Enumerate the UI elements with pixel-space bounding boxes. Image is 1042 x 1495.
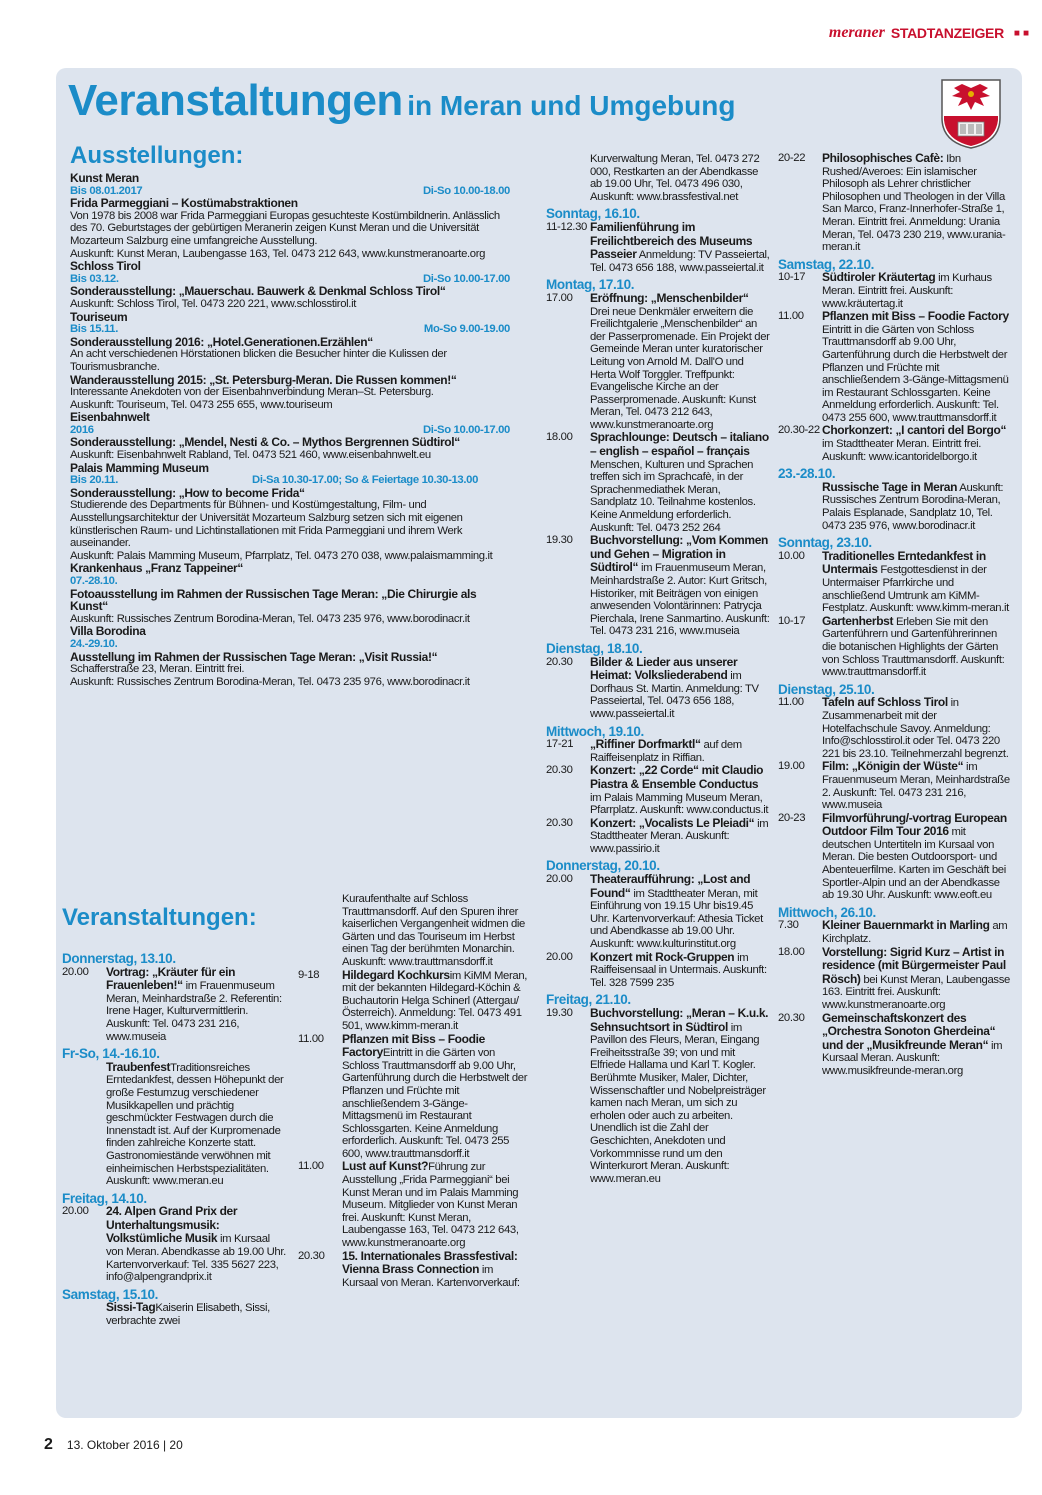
event-entry: [546, 656, 770, 721]
event-entry: [778, 919, 1010, 945]
event-day-heading: Freitag, 14.10.: [62, 1190, 147, 1206]
exhibition-dates: Bis 15.11.: [70, 323, 119, 336]
event-description: im KiMM Meran, mit der bekannten Hildegard-Köchin & Buchautorin Helga Schinerl (Attergau/Österreich). Anmeldung: Tel. 0473 491 501, www.kimm-meran.it: [342, 969, 528, 1032]
event-entry: [298, 1033, 528, 1161]
event-entry: [298, 892, 528, 969]
event-description: Drei neue Denkmäler erweitern die Freilichtgalerie „Menschenbilder“ an der Passerpromenade. Ein Projekt der Gemeinde Meran unter kuratorischer Leitung von Arnold M. Dall'O und Herta Wolf Torggler. Treffpunkt: Evangelische Kirche an der Passerpromenade. Auskunft: Kunst Meran, Tel. 0473 212 643, www.kunstmeranoarte.org: [590, 305, 770, 431]
exhibition-6: [70, 625, 510, 688]
event-time: 18.00: [778, 945, 805, 958]
event-title: Traditionelles Erntedankfest in Untermais: [822, 548, 986, 577]
event-day-heading: Montag, 17.10.: [546, 277, 635, 293]
events-column-2: [298, 892, 528, 1289]
event-entry: [778, 481, 1010, 532]
event-day-heading: Samstag, 15.10.: [62, 1286, 159, 1302]
exhibition-venue: Touriseum: [70, 309, 128, 324]
event-title: Sissi-Tag: [106, 1300, 156, 1315]
event-entry: [298, 1250, 528, 1290]
event-description: im Raiffeisensaal in Untermais. Auskunft: Tel. 328 7599 235: [590, 951, 767, 989]
events-panel: [56, 68, 1022, 1418]
event-title: Konzert: „22 Corde“ mit Claudio Piastra & Ensemble Conductus: [590, 763, 764, 791]
event-time: [546, 152, 590, 203]
event-time: 10-17: [778, 614, 806, 627]
event-description: am Kirchplatz.: [822, 920, 1008, 946]
exhibition-title: Sonderausstellung: „Mendel, Nesti & Co. – Mythos Bergrennen Südtirol“: [70, 435, 460, 450]
exhibition-title-2: Wanderausstellung 2015: „St. Petersburg-Meran. Die Russen kommen!“: [70, 372, 457, 387]
exhibition-title: Sonderausstellung: „Mauerschau. Bauwerk & Denkmal Schloss Tirol“: [70, 284, 446, 299]
event-day-heading: 23.-28.10.: [778, 466, 836, 482]
brand-dots: ■■: [1013, 27, 1032, 39]
event-time: 20.30-22: [778, 424, 820, 437]
event-time: [298, 892, 342, 969]
event-time: 10.00: [778, 549, 805, 562]
event-description: im Frauenmuseum Meran, Meinhardstraße 2. Autor: Kurt Gritsch, Historiker, mit Beiträgen von einigen anwesenden Volontärinnen: Patrycja Pierchala, Irene Sanmartino. Auskunft: Tel. 0473 231 216, www.museia: [590, 562, 770, 638]
event-time: 20.00: [62, 965, 89, 978]
event-title: Traubenfest: [106, 1059, 171, 1074]
event-title: Familienführung im Freilichtbereich des Museums Passeier: [590, 219, 753, 262]
events-heading: Veranstaltungen:: [62, 904, 257, 931]
event-day-heading: Donnerstag, 20.10.: [546, 858, 660, 874]
event-day-heading: Sonntag, 23.10.: [778, 535, 872, 551]
event-description: im Stadttheater Meran, mit Einführung von 19.15 Uhr bis19.45 Uhr. Kartenvorverkauf: Athesia Ticket und Abendkasse ab 19.00 Uhr. Auskunft: www.kulturinstitut.org: [590, 887, 763, 951]
event-title: Hildegard Kochkurs: [342, 967, 450, 982]
brand-caps: STADTANZEIGER: [890, 25, 1004, 41]
exhibition-dates: 07.-28.10.: [70, 575, 118, 587]
event-entry: [546, 951, 770, 990]
issue-date: 13. Oktober 2016 | 20: [66, 1438, 183, 1452]
event-description: im Kurhaus Meran. Eintritt frei. Auskunft: www.kräutertag.it: [822, 272, 992, 310]
event-time: 20.30: [546, 655, 573, 668]
event-title: Vorstellung: Sigrid Kurz – Artist in residence (mit Bürgermeister Paul Rösch): [822, 944, 1006, 986]
exhibition-title: Frida Parmeggiani – Kostümabstraktionen: [70, 196, 298, 211]
exhibition-venue: Krankenhaus „Franz Tappeiner“: [70, 561, 244, 576]
exhibition-title: Ausstellung im Rahmen der Russischen Tage Meran: „Visit Russia!“: [70, 649, 438, 664]
event-time: 20.00: [546, 950, 573, 963]
event-title: Russische Tage in Meran: [822, 479, 958, 494]
event-entry: [778, 812, 1010, 902]
event-time: 20-22: [778, 152, 806, 164]
event-description: Eintritt in die Gärten von Schloss Trauttmansdorff ab 9.00 Uhr, Gartenführung durch die Herbstwelt der Pflanzen und Früchte mit anschließendem 3-Gänge-Mittagsmenü im Restaurant Schlossgarten. Keine Anmeldung erforderlich. Auskunft: Tel. 0473 255 600, www.trauttmansdorff.it: [822, 323, 1009, 424]
exhibition-dates: Bis 03.12.: [70, 272, 119, 285]
masthead: [829, 24, 1032, 42]
exhibition-title: Fotoausstellung im Rahmen der Russischen Tage Meran: „Die Chirurgie als Kunst“: [70, 586, 477, 614]
event-time: [778, 481, 822, 532]
exhibition-2: [70, 311, 510, 412]
event-entry: [62, 966, 288, 1044]
event-time: 9-18: [298, 968, 320, 981]
event-entry: [546, 152, 770, 203]
event-title: „Riffiner Dorfmarktl“: [590, 737, 701, 752]
exhibition-hours: Mo-So 9.00-19.00: [423, 323, 510, 336]
event-time: 11.00: [298, 1032, 324, 1045]
event-description: im Pavillon des Fleurs, Meran, Eingang Freiheitsstraße 39; von und mit Elfriede Hallama und Karl T. Kogler. Berühmte Musiker, Maler, Dichter, Wissenschaftler und Nobelpreisträger kamen nach Meran, um sich zu erholen oder auch zu arbeiten. Unendlich ist die Zahl der Geschichten, Anekdoten und Vorkommnisse rund um den Winterkurort Meran. Auskunft: www.meran.eu: [590, 1021, 766, 1185]
exhibition-3: [70, 411, 510, 461]
event-time: 17-21: [546, 738, 574, 751]
event-description: im Palais Mamming Museum Meran, Pfarrplatz. Auskunft: www.conductus.it: [590, 791, 769, 817]
event-description: Erleben Sie mit den Gartenführern und Gartenführerinnen die botanischen Highlights der Gärten von Schloss Trauttmansdorff. Auskunft: www.trauttmansdorff.it: [822, 615, 1005, 679]
event-title: Pflanzen mit Biss – Foodie Factory: [822, 309, 1009, 324]
event-entry: [546, 873, 770, 951]
event-entry: [546, 292, 770, 432]
exhibition-venue: Eisenbahnwelt: [70, 410, 150, 425]
event-day-heading: Mittwoch, 19.10.: [546, 723, 644, 739]
event-time: 19.00: [778, 760, 805, 773]
event-day-heading: Freitag, 21.10.: [546, 992, 631, 1008]
event-title: Gemeinschaftskonzert des „Orchestra Sonoton Gherdeina“ und der „Musikfreunde Meran“: [822, 1010, 996, 1052]
event-description: im Stadttheater Meran. Eintritt frei. Auskunft: www.icantoridelborgo.it: [822, 438, 982, 463]
exhibition-info: Auskunft: Russisches Zentrum Borodina-Meran, Tel. 0473 235 976, www.borodinacr.it: [70, 612, 470, 625]
event-entry: [546, 221, 770, 274]
event-time: 11.00: [298, 1160, 324, 1173]
event-title: 24. Alpen Grand Prix der Unterhaltungsmusik: Volkstümliche Musik: [106, 1204, 238, 1246]
event-time: 7.30: [778, 919, 799, 932]
event-time: 10-17: [778, 271, 806, 284]
event-description: im Dorfhaus St. Martin. Anmeldung: TV Passeiertal, Tel. 0473 656 188, www.passeiertal.it: [590, 670, 759, 720]
title-main: Veranstaltungen: [68, 76, 403, 125]
exhibition-info: Auskunft: Russisches Zentrum Borodina-Meran, Tel. 0473 235 976, www.borodinacr.it: [70, 675, 470, 688]
exhibition-5: [70, 562, 510, 625]
event-day-heading: Mittwoch, 26.10.: [778, 904, 876, 920]
event-description: im Stadttheater Meran. Auskunft: www.passirio.it: [590, 817, 769, 855]
event-day-heading: Dienstag, 25.10.: [778, 681, 875, 697]
exhibition-text: Studierende des Departments für Bühnen- und Kostümgestaltung, Film- und Ausstellungsarchitektur der Universität Mozarteum Salzburg setzen sich mit eigenen künstlerischen Raum- und Lichtinstallationen mit Frida Parmeggiani und ihrem Werk auseinander.: [70, 499, 463, 550]
event-time: 20.30: [546, 816, 573, 829]
event-entry: [778, 1012, 1010, 1078]
event-time: 20.00: [62, 1205, 89, 1218]
exhibition-info: Auskunft: Touriseum, Tel. 0473 255 655, www.touriseum: [70, 398, 333, 411]
event-entry: [778, 615, 1010, 679]
event-title: Lust auf Kunst?: [342, 1159, 429, 1174]
exhibition-info: Auskunft: Schloss Tirol, Tel. 0473 220 221, www.schlosstirol.it: [70, 297, 357, 310]
event-description: mit deutschen Untertiteln im Kursaal von Meran. Die besten Outdoorsport- und Abenteuerfilme. Karten im Geschäft bei Sportler-Alpin und an der Abendkasse ab 19.30 Uhr. Auskunft: www.eoft.eu: [822, 826, 1006, 902]
exhibition-0: [70, 172, 510, 260]
event-entry: [778, 424, 1010, 463]
event-description: Anmeldung: TV Passeiertal, Tel. 0473 656 188, www.passeiertal.it: [590, 249, 770, 274]
exhibition-1: [70, 260, 510, 310]
event-description: im Frauenmuseum Meran, Meinhardstraße 2. Auskunft: Tel. 0473 231 216, www.museia: [822, 761, 1010, 812]
event-description: im Kursaal von Meran. Abendkasse ab 19.00 Uhr. Kartenvorverkauf: Tel. 335 5627 223, info@alpengrandprix.it: [106, 1233, 286, 1284]
coat-of-arms-icon: [940, 78, 1002, 150]
event-description: Festgottesdienst in der Untermaiser Pfarrkirche und anschließend Umtrunk am KiMM-Festplatz. Auskunft: www.kimm-meran.it: [822, 564, 1009, 615]
event-entry: [62, 1205, 288, 1284]
events-column-1: [62, 948, 288, 1328]
exhibition-dates: Bis 20.11.: [70, 474, 119, 487]
exhibitions-list: [70, 172, 510, 688]
event-time: 11.00: [778, 696, 804, 709]
exhibition-info: Auskunft: Kunst Meran, Laubengasse 163, Tel. 0473 212 643, www.kunstmeranoarte.org: [70, 247, 486, 260]
exhibition-4: [70, 462, 510, 563]
event-day-heading: Samstag, 22.10.: [778, 256, 875, 272]
event-title: Theateraufführung: „Lost and Found“: [590, 872, 751, 900]
event-description: Traditionsreiches Erntedankfest, dessen Höhepunkt der große Festumzug verschiedener Musikkapellen und prächtig geschmückter Festwagen durch die Innenstadt ist. Auf der Kurpromenade finden zahlreiche Konzerte statt. Gastronomiestände verwöhnen mit einheimischen Herbstspezialitäten. Auskunft: www.meran.eu: [106, 1061, 284, 1188]
event-time: 20.30: [298, 1249, 325, 1262]
events-column-3: [546, 152, 770, 1185]
event-description: Eintritt in die Gärten von Schloss Trauttmansdorff ab 9.00 Uhr, Gartenführung durch die Herbstwelt der Pflanzen und Früchte mit anschließendem 3-Gänge-Mittagsmenü im Restaurant Schlossgarten. Keine Anmeldung erforderlich. Auskunft: Tel. 0473 255 600, www.trauttmansdorff.it: [342, 1047, 528, 1160]
event-title: Gartenherbst: [822, 613, 894, 628]
event-entry: [546, 1007, 770, 1185]
event-day-heading: Fr-So, 14.-16.10.: [62, 1046, 160, 1062]
event-title: Bilder & Lieder aus unserer Heimat: Volksliederabend: [590, 654, 738, 683]
title-sub: in Meran und Umgebung: [407, 90, 736, 121]
exhibition-dates: 2016: [70, 423, 94, 436]
event-time: [62, 1061, 106, 1188]
page-title: [68, 76, 735, 126]
event-description: auf dem Raiffeisenplatz in Riffian.: [590, 739, 742, 764]
event-time: 18.00: [546, 431, 573, 444]
exhibition-hours: Di-So 10.00-17.00: [423, 272, 510, 285]
event-entry: [298, 1160, 528, 1249]
event-title: Konzert: „Vocalists Le Pleiadi“: [590, 815, 755, 830]
event-description: im Kursaal von Meran. Kartenvorverkauf:: [342, 1264, 520, 1289]
event-time: 17.00: [546, 291, 573, 304]
event-title: Kleiner Bauernmarkt in Marling: [822, 918, 990, 933]
event-title: Film: „Königin der Wüste“: [822, 759, 964, 774]
event-title: 15. Internationales Brassfestival: Vienna Brass Connection: [342, 1248, 518, 1277]
event-time: 20-23: [778, 811, 806, 824]
event-day-heading: Donnerstag, 13.10.: [62, 951, 176, 966]
event-entry: [546, 817, 770, 856]
event-title: Tafeln auf Schloss Tirol: [822, 695, 948, 710]
event-description: Kuraufenthalte auf Schloss Trauttmansdorff. Auf den Spuren ihrer kaiserlichen Vergangenheit widmen die Gärten und das Touriseum im Herbst einen Tag der berühmten Monarchin. Auskunft: www.trauttmansdorff.it: [342, 893, 525, 968]
event-title: Südtiroler Kräutertag: [822, 270, 936, 285]
event-entry: [778, 152, 1010, 254]
event-time: [62, 1301, 106, 1327]
exhibition-text: Von 1978 bis 2008 war Frida Parmeggiani Europas gesuchteste Kostümbildnerin. Anlässlich des 70. Geburtstages der gebürtigen Meranerin zeigen Kunst Meran und die Universität Mozarteum Salzburg eine umfangreiche Ausstellung.: [70, 209, 500, 247]
event-description: Kurverwaltung Meran, Tel. 0473 272 000, Restkarten an der Abendkasse ab 19.00 Uhr, Tel. 0473 496 030, Auskunft: www.brassfestival.net: [590, 153, 760, 203]
exhibition-text: Schafferstraße 23, Meran. Eintritt frei.: [70, 663, 245, 676]
exhibition-venue: Villa Borodina: [70, 624, 146, 639]
event-title: Konzert mit Rock-Gruppen: [590, 949, 735, 964]
event-description: in Zusammenarbeit mit der Hotelfachschule Savoy. Anmeldung: Info@schlosstirol.it oder Tel. 0473 220 221 bis 23.10. Teilnehmerzahl begrenzt.: [822, 697, 1009, 760]
exhibition-venue: Schloss Tirol: [70, 259, 141, 274]
event-time: 20.00: [546, 873, 573, 886]
exhibition-info: Auskunft: Palais Mamming Museum, Pfarrplatz, Tel. 0473 270 038, www.palaismamming.it: [70, 549, 493, 562]
event-description: im Frauenmuseum Meran, Meinhardstraße 2. Referentin: Irene Hager, Kulturvermittlerin. Auskunft: Tel. 0473 231 216, www.museia: [106, 980, 282, 1043]
event-day-heading: Dienstag, 18.10.: [546, 640, 643, 656]
event-entry: [778, 696, 1010, 760]
event-description: Auskunft: Russisches Zentrum Borodina-Meran, Palais Esplanade, Sandplatz 10, Tel. 0473 235 976, www.borodinacr.it: [822, 481, 1004, 532]
event-description: Kaiserin Elisabeth, Sissi, verbrachte zwei: [106, 1302, 270, 1328]
exhibition-venue: Kunst Meran: [70, 171, 139, 185]
event-title: Chorkonzert: „I cantori del Borgo“: [822, 423, 1007, 438]
event-entry: [778, 310, 1010, 424]
event-time: 11-12.30: [546, 220, 587, 233]
event-entry: [62, 1061, 288, 1188]
event-entry: [778, 550, 1010, 615]
exhibition-title: Sonderausstellung 2016: „Hotel.Generationen.Erzählen“: [70, 334, 373, 349]
event-title: Philosophisches Cafè:: [822, 151, 944, 165]
exhibitions-heading: Ausstellungen:: [70, 142, 244, 169]
exhibition-text: An acht verschiedenen Hörstationen blicken die Besucher hinter die Kulissen der Tourismusbranche.: [70, 348, 447, 373]
event-time: 20.30: [778, 1011, 805, 1024]
event-entry: [546, 534, 770, 638]
event-entry: [546, 431, 770, 534]
exhibition-venue: Palais Mamming Museum: [70, 460, 209, 475]
event-title: Buchvorstellung: „Meran – K.u.k. Sehnsuchtsort in Südtirol: [590, 1006, 769, 1034]
event-entry: [62, 1301, 288, 1327]
event-time: 20.30: [546, 764, 573, 777]
exhibition-dates: Bis 08.01.2017: [70, 184, 143, 197]
exhibition-text-2: Interessante Anekdoten von der Eisenbahnverbindung Meran–St. Petersburg.: [70, 386, 434, 399]
exhibition-hours: Di-Sa 10.30-17.00; So & Feiertage 10.30-13.00: [252, 474, 479, 487]
event-title: Vortrag: „Kräuter für ein Frauenleben!“: [106, 964, 236, 993]
exhibition-title: Sonderausstellung: „How to become Frida“: [70, 485, 305, 500]
event-day-heading: Sonntag, 16.10.: [546, 206, 640, 222]
event-title: Eröffnung: „Menschenbilder“: [590, 290, 749, 305]
event-description: Menschen, Kulturen und Sprachen treffen sich im Sprachcafè, in der Sprachenmediathek Meran, Sandplatz 10. Teilnahme kostenlos. Keine Anmeldung erforderlich. Auskunft: Tel. 0473 252 264: [590, 458, 756, 534]
event-description: im Kursaal Meran. Auskunft: www.musikfreunde-meran.org: [822, 1039, 1003, 1077]
page-number: 2: [44, 1436, 53, 1453]
brand-script: meraner: [828, 24, 885, 41]
exhibition-dates: 24.-29.10.: [70, 637, 118, 650]
event-time: 19.30: [546, 1007, 573, 1019]
event-time: 19.30: [546, 534, 573, 547]
event-entry: [546, 764, 770, 816]
event-entry: [778, 271, 1010, 310]
event-title: Pflanzen mit Biss – Foodie Factory: [342, 1031, 485, 1060]
event-description: bei Kunst Meran, Laubengasse 163. Eintritt frei. Auskunft: www.kunstmeranoarte.org: [822, 973, 1010, 1011]
exhibition-hours: Di-So 10.00-17.00: [423, 423, 510, 436]
exhibition-info: Auskunft: Eisenbahnwelt Rabland, Tel. 0473 521 460, www.eisenbahnwelt.eu: [70, 449, 431, 462]
exhibition-hours: Di-So 10.00-18.00: [423, 184, 510, 197]
event-description: Führung zur Ausstellung „Frida Parmeggiani“ bei Kunst Meran und im Palais Mamming Museum. Mitglieder von Kunst Meran frei. Auskunft: Kunst Meran, Laubengasse 163, Tel. 0473 212 643, www.kunstmeranoarte.org: [342, 1161, 519, 1250]
page-footer: [44, 1436, 183, 1454]
event-entry: [298, 969, 528, 1033]
event-entry: [778, 946, 1010, 1012]
event-entry: [546, 738, 770, 764]
event-time: 11.00: [778, 310, 804, 323]
events-column-4: [778, 152, 1010, 1078]
event-description: Ibn Rushed/Averoes: Ein islamischer Philosoph als Lehrer christlicher Philosophen und Theologen in der Villa San Marco, Franz-Innerhofer-Straße 1, Meran. Eintritt frei. Anmeldung: Urania Meran, Tel. 0473 230 219, www.urania-meran.it: [822, 153, 1006, 254]
event-entry: [778, 760, 1010, 811]
event-title: Filmvorführung/-vortrag European Outdoor Film Tour 2016: [822, 810, 1007, 839]
event-title: Buchvorstellung: „Vom Kommen und Gehen – Migration in Südtirol“: [590, 533, 768, 575]
event-title: Sprachlounge: Deutsch – italiano – english – español – français: [590, 430, 769, 459]
